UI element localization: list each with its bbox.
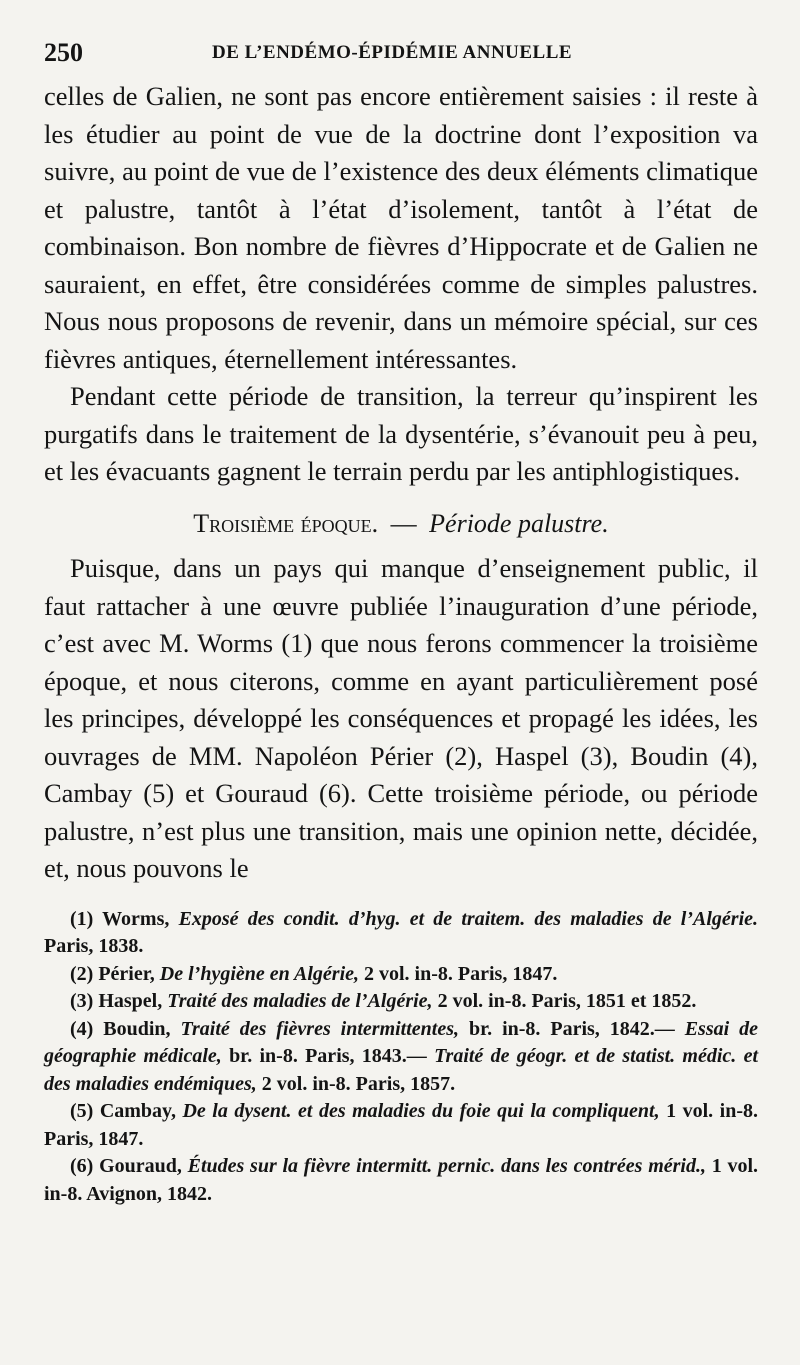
footnote-title: Exposé des condit. d’hyg. et de traitem. des maladies de l’Algérie. [178, 907, 759, 930]
footnote-details: Paris, 1838. [44, 935, 144, 957]
footnote-author: Worms, [102, 907, 170, 930]
footnote-details-3: 2 vol. in-8. Paris, 1857. [261, 1072, 456, 1095]
footnote-details: 2 vol. in-8. Paris, 1847. [364, 962, 558, 985]
footnote-title: Traité des fièvres intermittentes, [180, 1017, 460, 1040]
paragraph-3: Puisque, dans un pays qui manque d’enseignement public, il faut rattacher à une œuvre publiée l’inauguration d’une période, c’est avec M. Worms (1) que nous ferons commencer la troisième époque, et nous citerons, comme en ayant particulièrement posé les principes, développé les conséquences et propagé les idées, les ouvrages de MM. Napoléon Périer (2), Haspel (3), Boudin (4), Cambay (5) et Gouraud (6). Cette troisième période, ou période palustre, n’est plus une transition, mais une opinion nette, décidée, et, nous pouvons le [44, 553, 758, 883]
footnote-author: Haspel, [98, 990, 163, 1012]
section-dash: — [390, 508, 417, 538]
footnote-6 [44, 1153, 758, 1208]
footnote-number: (1) [70, 907, 94, 930]
footnote-title: De l’hygiène en Algérie, [159, 962, 359, 985]
section-title: Période palustre. [429, 508, 609, 538]
section-heading [44, 505, 758, 543]
footnote-title: Études sur la fièvre intermitt. pernic. dans les contrées mérid., [187, 1155, 706, 1177]
footnote-details: 1 vol. in-8. Avignon, 1842. [44, 1155, 759, 1205]
page-header [44, 38, 758, 78]
footnote-4 [44, 1016, 758, 1099]
main-text [44, 78, 758, 888]
footnote-5 [44, 1098, 758, 1153]
footnote-author: Gouraud, [99, 1155, 182, 1177]
footnote-title: De la dysent. et des maladies du foie qui la compliquent, [182, 1100, 660, 1122]
section-label: Troisième époque. [193, 508, 379, 538]
footnote-author: Cambay, [99, 1100, 176, 1122]
footnote-author: Périer, [98, 962, 155, 985]
footnote-number: (4) [70, 1017, 94, 1040]
footnote-title: Traité des maladies de l’Algérie, [167, 990, 433, 1012]
footnote-details-2: br. in-8. Paris, 1843.— [229, 1045, 435, 1067]
footnote-number: (5) [70, 1100, 94, 1122]
footnote-details: 2 vol. in-8. Paris, 1851 et 1852. [437, 990, 697, 1012]
paragraph-1: celles de Galien, ne sont pas encore entièrement saisies : il reste à les étudier au point de vue de la doctrine dont l’exposition va suivre, au point de vue de l’existence des deux éléments climatique et palustre, tantôt à l’état d’isolement, tantôt à l’état de combinaison. Bon nombre de fièvres d’Hippocrate et de Galien ne sauraient, en effet, être considérées comme de simples palustres. Nous nous proposons de revenir, dans un mémoire spécial, sur ces fièvres antiques, éternellement intéressantes. [44, 81, 758, 374]
footnote-details: 1 vol. in-8. Paris, 1847. [44, 1100, 758, 1150]
footnote-3 [44, 988, 758, 1016]
footnotes [44, 906, 758, 1209]
footnote-1 [44, 906, 758, 961]
footnote-number: (3) [70, 990, 94, 1012]
footnote-author: Boudin, [103, 1017, 171, 1040]
paragraph-2: Pendant cette période de transition, la terreur qu’inspirent les purgatifs dans le traitement de la dysentérie, s’évanouit peu à peu, et les évacuants gagnent le terrain perdu par les antiphlogistiques. [44, 381, 758, 486]
running-head: DE L’ENDÉMO-ÉPIDÉMIE ANNUELLE [212, 42, 573, 63]
footnote-2 [44, 961, 758, 989]
footnote-details: br. in-8. Paris, 1842.— [468, 1017, 685, 1040]
footnote-title-3: Traité de géogr. et de statist. médic. et des maladies endémiques, [44, 1045, 758, 1095]
page-number: 250 [44, 38, 83, 67]
footnote-number: (2) [70, 962, 94, 985]
footnote-number: (6) [70, 1155, 94, 1177]
footnote-title-2: Essai de géographie médicale, [44, 1017, 759, 1067]
